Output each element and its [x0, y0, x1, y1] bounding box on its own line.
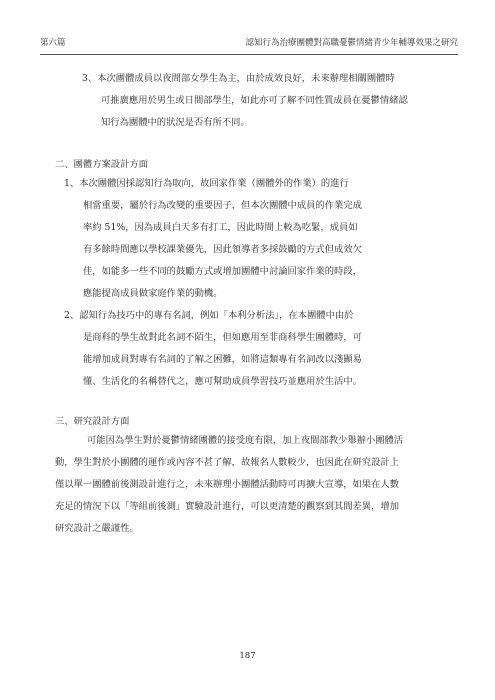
page-number: 187	[239, 651, 256, 661]
running-header	[40, 36, 458, 50]
section-2-heading: 二、團體方案設計方面	[55, 159, 148, 170]
section-3-heading: 三、研究設計方面	[55, 416, 130, 427]
chapter-label: 第六篇	[40, 38, 66, 48]
running-title: 認知行為治療團體對高職憂鬱情緒青少年輔導效果之研究	[245, 38, 458, 48]
text-line: 佳，如能多一些不同的鼓勵方式或增加團體中討論回家作業的時段，	[83, 266, 362, 277]
text-line: 有多餘時間應以學校課業優先，因此領導者多採鼓勵的方式但成效欠	[83, 244, 362, 255]
header-rule	[40, 54, 458, 55]
text-line: 知行為團體中的狀況是否有所不同。	[101, 117, 250, 128]
text-line: 可推廣應用於男生或日間部學生，如此亦可了解不同性質成員在憂鬱情緒認	[101, 95, 408, 106]
text-line: 3、本次團體成員以夜間部女學生為主，由於成效良好，未來辦理相關團體時	[82, 73, 395, 84]
section-2-item-2	[64, 305, 362, 393]
text-line: 僅以單一團體前後測設計進行之，未來辦理小團體活動時可再擴大宣導，如果在人數	[55, 479, 399, 490]
text-line: 是商科的學生故對此名詞不陌生，但如應用至非商科學生團體時，可	[83, 332, 362, 343]
text-line: 能增加成員對專有名詞的了解之困難，如將這類專有名詞改以淺顯易	[83, 354, 362, 365]
text-line: 可能因為學生對於憂鬱情緒團體的接受度有限，加上夜間部教少舉辦小團體活	[87, 435, 404, 446]
text-line: 1、本次團體因採認知行為取向，故回家作業（團體外的作業）的進行	[64, 178, 349, 189]
text-line: 動，學生對於小團體的運作或內容不甚了解，故報名人數較少，也因此在研究設計上	[55, 457, 399, 468]
text-line: 2、認知行為技巧中的專有名詞，例如「本利分析法」，在本團體中由於	[64, 310, 354, 321]
item-3-paragraph	[82, 68, 408, 134]
text-line: 相當重要，屬於行為改變的重要因子，但本次團體中成員的作業完成	[83, 200, 362, 211]
section-2-item-1	[64, 173, 362, 305]
text-line: 率約 51%，因為成員白天多有打工，因此時間上較為吃緊，成員如	[83, 222, 358, 233]
text-line: 研究設計之嚴謹性。	[55, 523, 139, 534]
text-line: 懂、生活化的名稱替代之，應可幫助成員學習技巧並應用於生活中。	[83, 376, 362, 387]
section-3-paragraph	[55, 430, 403, 540]
text-line: 充足的情況下以「等組前後測」實驗設計進行，可以更清楚的觀察到其間差異，增加	[55, 501, 399, 512]
text-line: 應能提高成員做家庭作業的動機。	[83, 288, 223, 299]
